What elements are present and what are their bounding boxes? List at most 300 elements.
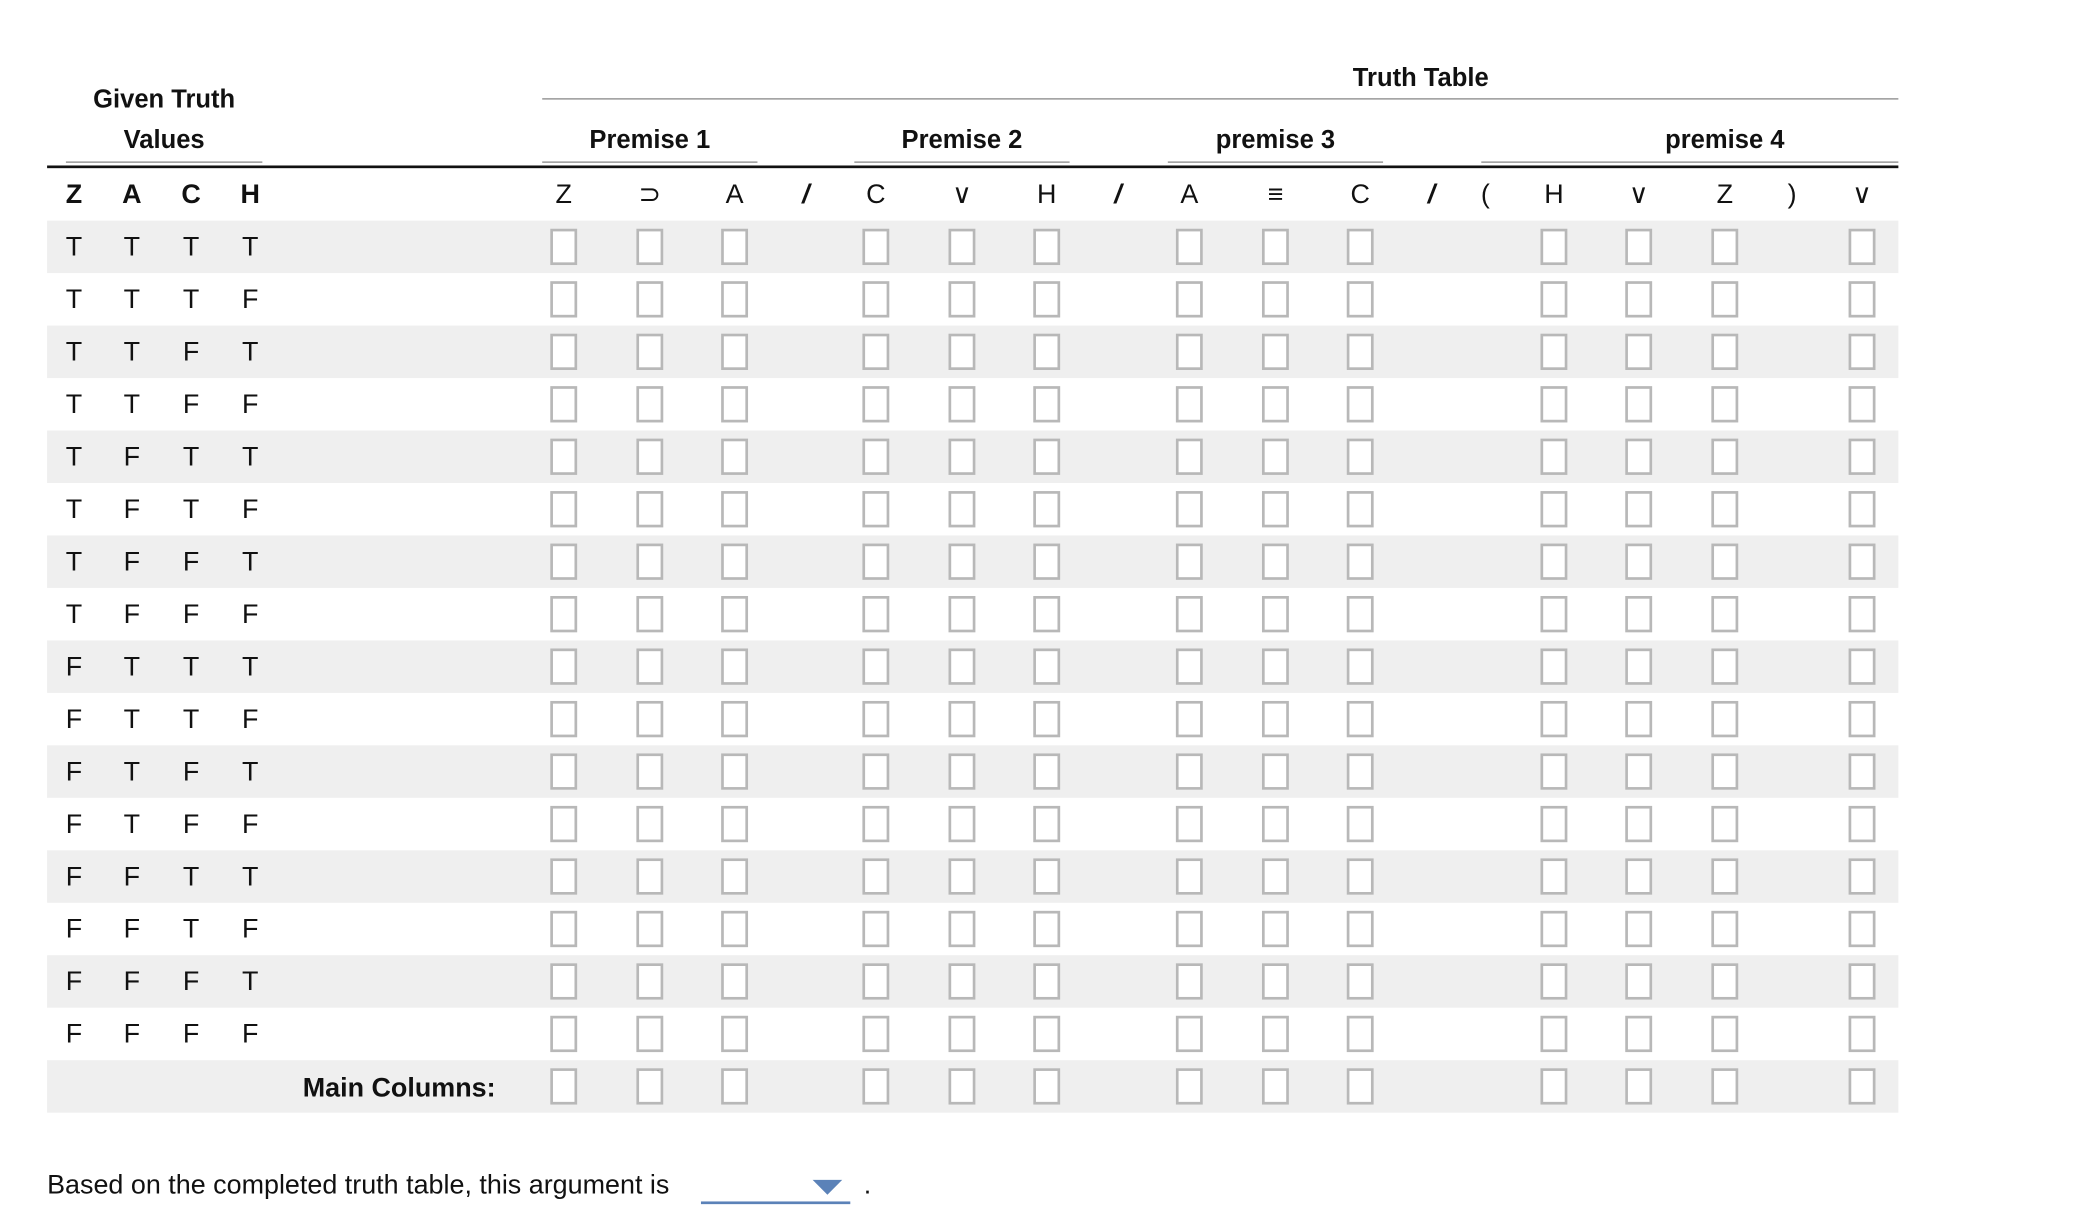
truth-value-input-box[interactable]	[1176, 439, 1203, 475]
truth-value-input-box[interactable]	[550, 491, 577, 527]
truth-value-input-box[interactable]	[1849, 281, 1876, 317]
truth-value-input-box[interactable]	[1711, 334, 1738, 370]
given-value-cell: F	[182, 809, 200, 840]
given-value-cell: F	[182, 967, 200, 997]
truth-value-input-box[interactable]	[721, 963, 748, 999]
truth-value-input-box[interactable]	[1849, 858, 1876, 894]
given-value-cell: F	[65, 862, 83, 893]
given-value-cell: F	[123, 914, 141, 945]
given-value-cell: F	[182, 337, 200, 368]
truth-value-input-box[interactable]	[1625, 386, 1652, 422]
given-value-cell: F	[182, 757, 200, 788]
given-value-cell: F	[182, 1019, 200, 1050]
premise-1-title: Premise 1	[589, 126, 711, 155]
truth-value-input-box[interactable]	[1262, 858, 1289, 894]
given-column-header-c: C	[181, 180, 201, 210]
truth-value-input-box[interactable]	[1625, 1016, 1652, 1052]
given-value-cell: T	[123, 652, 141, 683]
truth-value-input-box[interactable]	[1347, 753, 1374, 789]
premise-2-title: Premise 2	[901, 126, 1023, 155]
truth-value-input-box[interactable]	[949, 596, 976, 632]
truth-value-input-box[interactable]	[1033, 753, 1060, 789]
truth-value-input-box[interactable]	[862, 334, 889, 370]
truth-value-input-box[interactable]	[1540, 229, 1567, 265]
truth-value-input-box[interactable]	[949, 491, 976, 527]
given-value-cell: T	[242, 442, 259, 473]
truth-value-input-box[interactable]	[1033, 334, 1060, 370]
main-column-input-box[interactable]	[1176, 1068, 1203, 1104]
main-column-input-box[interactable]	[1540, 1068, 1567, 1104]
truth-value-input-box[interactable]	[1262, 229, 1289, 265]
truth-value-input-box[interactable]	[949, 1016, 976, 1052]
truth-value-input-box[interactable]	[1711, 648, 1738, 684]
given-value-cell: T	[182, 442, 200, 473]
truth-value-input-box[interactable]	[1176, 753, 1203, 789]
truth-value-input-box[interactable]	[1711, 806, 1738, 842]
truth-value-input-box[interactable]	[1540, 334, 1567, 370]
given-value-cell: T	[123, 285, 141, 315]
truth-value-input-box[interactable]	[1033, 806, 1060, 842]
truth-value-input-box[interactable]	[1033, 858, 1060, 894]
truth-value-input-box[interactable]	[1625, 596, 1652, 632]
truth-value-input-box[interactable]	[636, 963, 663, 999]
given-value-cell: T	[123, 390, 141, 420]
truth-value-input-box[interactable]	[1849, 229, 1876, 265]
truth-value-input-box[interactable]	[636, 596, 663, 632]
given-column-header-a: A	[122, 180, 142, 210]
given-value-cell: T	[65, 390, 83, 420]
truth-value-input-box[interactable]	[1625, 701, 1652, 737]
main-column-input-box[interactable]	[1033, 1068, 1060, 1104]
given-value-cell: T	[182, 232, 200, 263]
truth-value-input-box[interactable]	[1711, 858, 1738, 894]
truth-value-input-box[interactable]	[550, 963, 577, 999]
truth-value-input-box[interactable]	[1176, 1016, 1203, 1052]
truth-value-input-box[interactable]	[1625, 806, 1652, 842]
premise-2-underline	[854, 161, 1069, 162]
given-value-cell: T	[242, 862, 259, 893]
truth-value-input-box[interactable]	[1625, 963, 1652, 999]
given-value-cell: F	[65, 1019, 83, 1050]
truth-value-input-box[interactable]	[1347, 491, 1374, 527]
truth-value-input-box[interactable]	[862, 439, 889, 475]
truth-value-input-box[interactable]	[1625, 911, 1652, 947]
main-column-input-box[interactable]	[721, 1068, 748, 1104]
truth-value-input-box[interactable]	[949, 701, 976, 737]
truth-value-input-box[interactable]	[1176, 648, 1203, 684]
truth-value-input-box[interactable]	[949, 281, 976, 317]
truth-value-input-box[interactable]	[721, 753, 748, 789]
truth-value-input-box[interactable]	[949, 648, 976, 684]
truth-value-input-box[interactable]	[1347, 544, 1374, 580]
truth-value-input-box[interactable]	[1540, 858, 1567, 894]
formula-column-header-14: ∨	[1628, 180, 1649, 210]
truth-value-input-box[interactable]	[949, 229, 976, 265]
truth-value-input-box[interactable]	[862, 229, 889, 265]
main-column-input-box[interactable]	[1262, 1068, 1289, 1104]
given-value-cell: T	[242, 652, 259, 683]
given-value-cell: T	[182, 914, 200, 945]
given-value-cell: T	[65, 232, 83, 263]
truth-value-input-box[interactable]	[1849, 544, 1876, 580]
truth-value-input-box[interactable]	[1262, 596, 1289, 632]
given-value-cell: F	[65, 704, 83, 735]
truth-value-input-box[interactable]	[1347, 911, 1374, 947]
main-column-input-box[interactable]	[1625, 1068, 1652, 1104]
truth-value-input-box[interactable]	[1262, 753, 1289, 789]
truth-value-input-box[interactable]	[1540, 281, 1567, 317]
truth-value-input-box[interactable]	[1625, 281, 1652, 317]
truth-value-input-box[interactable]	[550, 806, 577, 842]
truth-value-input-box[interactable]	[1347, 596, 1374, 632]
given-value-cell: T	[242, 757, 259, 788]
truth-value-input-box[interactable]	[636, 334, 663, 370]
given-value-cell: T	[242, 967, 259, 997]
truth-value-input-box[interactable]	[721, 858, 748, 894]
truth-value-input-box[interactable]	[550, 229, 577, 265]
truth-value-input-box[interactable]	[949, 439, 976, 475]
main-column-input-box[interactable]	[1347, 1068, 1374, 1104]
formula-column-header-11: /	[1427, 180, 1436, 210]
truth-value-input-box[interactable]	[636, 701, 663, 737]
given-value-cell: F	[242, 600, 259, 630]
truth-value-input-box[interactable]	[721, 229, 748, 265]
given-value-cell: T	[123, 757, 141, 788]
truth-value-input-box[interactable]	[1711, 439, 1738, 475]
truth-value-input-box[interactable]	[949, 544, 976, 580]
truth-value-input-box[interactable]	[1711, 753, 1738, 789]
truth-value-input-box[interactable]	[1849, 753, 1876, 789]
truth-value-input-box[interactable]	[1176, 281, 1203, 317]
truth-value-input-box[interactable]	[1849, 334, 1876, 370]
formula-column-header-2: A	[725, 180, 744, 210]
main-column-input-box[interactable]	[1711, 1068, 1738, 1104]
truth-value-input-box[interactable]	[1711, 963, 1738, 999]
formula-column-header-15: Z	[1716, 180, 1734, 210]
truth-value-input-box[interactable]	[862, 858, 889, 894]
truth-value-input-box[interactable]	[550, 596, 577, 632]
truth-value-input-box[interactable]	[550, 858, 577, 894]
given-value-cell: T	[242, 232, 259, 263]
truth-value-input-box[interactable]	[862, 386, 889, 422]
truth-value-input-box[interactable]	[1849, 386, 1876, 422]
truth-value-input-box[interactable]	[721, 701, 748, 737]
given-value-cell: T	[123, 337, 141, 368]
truth-value-input-box[interactable]	[550, 334, 577, 370]
given-value-cell: F	[242, 1019, 259, 1050]
truth-value-input-box[interactable]	[862, 648, 889, 684]
truth-value-input-box[interactable]	[721, 806, 748, 842]
truth-value-input-box[interactable]	[1849, 439, 1876, 475]
table-header-divider	[47, 165, 1898, 168]
given-value-cell: F	[242, 390, 259, 420]
truth-value-input-box[interactable]	[1033, 1016, 1060, 1052]
given-value-cell: T	[123, 704, 141, 735]
truth-value-input-box[interactable]	[1540, 1016, 1567, 1052]
truth-value-input-box[interactable]	[550, 911, 577, 947]
given-value-cell: F	[182, 547, 200, 578]
truth-value-input-box[interactable]	[1262, 281, 1289, 317]
truth-value-input-box[interactable]	[949, 753, 976, 789]
truth-value-input-box[interactable]	[1262, 544, 1289, 580]
truth-value-input-box[interactable]	[1625, 229, 1652, 265]
truth-value-input-box[interactable]	[1033, 648, 1060, 684]
given-value-cell: F	[182, 390, 200, 420]
truth-value-input-box[interactable]	[721, 281, 748, 317]
truth-value-input-box[interactable]	[1176, 386, 1203, 422]
truth-value-input-box[interactable]	[862, 596, 889, 632]
truth-value-input-box[interactable]	[636, 229, 663, 265]
truth-value-input-box[interactable]	[949, 911, 976, 947]
main-column-input-box[interactable]	[550, 1068, 577, 1104]
truth-value-input-box[interactable]	[1347, 701, 1374, 737]
truth-value-input-box[interactable]	[1033, 544, 1060, 580]
truth-value-input-box[interactable]	[862, 491, 889, 527]
truth-value-input-box[interactable]	[1176, 858, 1203, 894]
truth-value-input-box[interactable]	[1176, 701, 1203, 737]
truth-value-input-box[interactable]	[1033, 911, 1060, 947]
truth-value-input-box[interactable]	[1849, 806, 1876, 842]
truth-value-input-box[interactable]	[1540, 753, 1567, 789]
main-columns-label: Main Columns:	[302, 1073, 496, 1104]
truth-value-input-box[interactable]	[721, 334, 748, 370]
truth-value-input-box[interactable]	[1711, 386, 1738, 422]
truth-value-input-box[interactable]	[721, 491, 748, 527]
given-value-cell: T	[65, 442, 83, 473]
truth-value-input-box[interactable]	[721, 1016, 748, 1052]
truth-value-input-box[interactable]	[636, 806, 663, 842]
truth-value-input-box[interactable]	[1262, 1016, 1289, 1052]
truth-value-input-box[interactable]	[1540, 701, 1567, 737]
truth-value-input-box[interactable]	[1033, 701, 1060, 737]
premise-4-title: premise 4	[1665, 126, 1785, 155]
truth-value-input-box[interactable]	[862, 806, 889, 842]
premise-3-underline	[1168, 161, 1383, 162]
truth-value-input-box[interactable]	[550, 386, 577, 422]
given-value-cell: F	[65, 809, 83, 840]
truth-value-input-box[interactable]	[949, 386, 976, 422]
given-value-cell: T	[182, 285, 200, 315]
truth-value-input-box[interactable]	[1347, 439, 1374, 475]
truth-value-input-box[interactable]	[550, 753, 577, 789]
truth-value-input-box[interactable]	[1540, 596, 1567, 632]
truth-value-input-box[interactable]	[1262, 701, 1289, 737]
formula-column-header-1: ⊃	[638, 180, 662, 210]
truth-value-input-box[interactable]	[721, 596, 748, 632]
truth-value-input-box[interactable]	[949, 963, 976, 999]
main-column-input-box[interactable]	[636, 1068, 663, 1104]
main-column-input-box[interactable]	[1849, 1068, 1876, 1104]
truth-value-input-box[interactable]	[636, 386, 663, 422]
truth-value-input-box[interactable]	[636, 911, 663, 947]
truth-value-input-box[interactable]	[1176, 334, 1203, 370]
truth-value-input-box[interactable]	[1347, 334, 1374, 370]
given-value-cell: T	[182, 495, 200, 525]
truth-value-input-box[interactable]	[550, 544, 577, 580]
sentence-period: .	[863, 1170, 872, 1201]
truth-value-input-box[interactable]	[1033, 439, 1060, 475]
formula-column-header-9: ≡	[1267, 180, 1284, 210]
given-value-cell: T	[65, 600, 83, 630]
truth-value-input-box[interactable]	[1262, 491, 1289, 527]
given-value-cell: T	[182, 862, 200, 893]
given-value-cell: F	[242, 809, 259, 840]
truth-value-input-box[interactable]	[1347, 1016, 1374, 1052]
truth-value-input-box[interactable]	[1849, 648, 1876, 684]
truth-value-input-box[interactable]	[862, 963, 889, 999]
truth-value-input-box[interactable]	[1033, 491, 1060, 527]
truth-value-input-box[interactable]	[636, 281, 663, 317]
truth-value-input-box[interactable]	[1711, 281, 1738, 317]
truth-value-input-box[interactable]	[1849, 701, 1876, 737]
truth-value-input-box[interactable]	[1347, 963, 1374, 999]
truth-value-input-box[interactable]	[1262, 648, 1289, 684]
truth-value-input-box[interactable]	[721, 386, 748, 422]
truth-value-input-box[interactable]	[1849, 963, 1876, 999]
truth-value-input-box[interactable]	[1711, 229, 1738, 265]
truth-value-input-box[interactable]	[636, 544, 663, 580]
truth-value-input-box[interactable]	[636, 858, 663, 894]
truth-value-input-box[interactable]	[1540, 963, 1567, 999]
premise-4-underline	[1481, 161, 1898, 162]
truth-value-input-box[interactable]	[862, 544, 889, 580]
truth-value-input-box[interactable]	[1711, 701, 1738, 737]
truth-value-input-box[interactable]	[1711, 911, 1738, 947]
given-value-cell: T	[242, 547, 259, 578]
truth-value-input-box[interactable]	[1033, 596, 1060, 632]
truth-value-input-box[interactable]	[721, 911, 748, 947]
truth-value-input-box[interactable]	[1625, 544, 1652, 580]
truth-value-input-box[interactable]	[550, 648, 577, 684]
truth-value-input-box[interactable]	[1262, 911, 1289, 947]
truth-value-input-box[interactable]	[1711, 1016, 1738, 1052]
truth-value-input-box[interactable]	[862, 1016, 889, 1052]
truth-value-input-box[interactable]	[1262, 806, 1289, 842]
given-value-cell: F	[65, 914, 83, 945]
truth-value-input-box[interactable]	[550, 439, 577, 475]
truth-value-input-box[interactable]	[1347, 648, 1374, 684]
given-value-cell: F	[242, 495, 259, 525]
truth-value-input-box[interactable]	[1176, 963, 1203, 999]
truth-value-input-box[interactable]	[1033, 229, 1060, 265]
given-value-cell: F	[65, 757, 83, 788]
given-value-cell: T	[123, 809, 141, 840]
truth-table-title: Truth Table	[1352, 64, 1489, 93]
truth-value-input-box[interactable]	[1625, 858, 1652, 894]
truth-value-input-box[interactable]	[1347, 386, 1374, 422]
premise-1-underline	[542, 161, 757, 162]
truth-value-input-box[interactable]	[1176, 911, 1203, 947]
given-value-cell: T	[182, 652, 200, 683]
truth-value-input-box[interactable]	[1711, 491, 1738, 527]
truth-value-input-box[interactable]	[1540, 544, 1567, 580]
truth-value-input-box[interactable]	[1033, 281, 1060, 317]
truth-value-input-box[interactable]	[1625, 648, 1652, 684]
main-column-input-box[interactable]	[862, 1068, 889, 1104]
truth-value-input-box[interactable]	[1711, 596, 1738, 632]
truth-value-input-box[interactable]	[636, 753, 663, 789]
truth-value-input-box[interactable]	[636, 1016, 663, 1052]
truth-value-input-box[interactable]	[862, 281, 889, 317]
main-column-input-box[interactable]	[949, 1068, 976, 1104]
truth-value-input-box[interactable]	[721, 439, 748, 475]
truth-value-input-box[interactable]	[1849, 1016, 1876, 1052]
truth-value-input-box[interactable]	[721, 544, 748, 580]
given-value-cell: T	[65, 285, 83, 315]
truth-value-input-box[interactable]	[721, 648, 748, 684]
given-value-cell: F	[182, 600, 200, 630]
truth-value-input-box[interactable]	[1262, 334, 1289, 370]
truth-value-input-box[interactable]	[1540, 648, 1567, 684]
truth-value-input-box[interactable]	[949, 334, 976, 370]
truth-value-input-box[interactable]	[636, 491, 663, 527]
truth-value-input-box[interactable]	[1540, 439, 1567, 475]
truth-value-input-box[interactable]	[1540, 491, 1567, 527]
truth-value-input-box[interactable]	[1625, 753, 1652, 789]
formula-column-header-8: A	[1180, 180, 1199, 210]
truth-value-input-box[interactable]	[550, 281, 577, 317]
truth-value-input-box[interactable]	[1176, 229, 1203, 265]
truth-value-input-box[interactable]	[1540, 911, 1567, 947]
truth-value-input-box[interactable]	[1347, 229, 1374, 265]
truth-value-input-box[interactable]	[1711, 544, 1738, 580]
truth-value-input-box[interactable]	[949, 806, 976, 842]
truth-value-input-box[interactable]	[1625, 491, 1652, 527]
given-value-cell: F	[242, 914, 259, 945]
truth-value-input-box[interactable]	[1540, 806, 1567, 842]
given-value-cell: F	[65, 652, 83, 683]
truth-value-input-box[interactable]	[862, 701, 889, 737]
truth-value-input-box[interactable]	[1262, 439, 1289, 475]
given-value-cell: F	[123, 967, 141, 997]
truth-value-input-box[interactable]	[1033, 963, 1060, 999]
truth-value-input-box[interactable]	[862, 911, 889, 947]
truth-value-input-box[interactable]	[1033, 386, 1060, 422]
truth-value-input-box[interactable]	[862, 753, 889, 789]
truth-value-input-box[interactable]	[1540, 386, 1567, 422]
truth-value-input-box[interactable]	[1262, 386, 1289, 422]
given-value-cell: F	[123, 495, 141, 525]
formula-column-header-12: (	[1480, 180, 1490, 210]
truth-value-input-box[interactable]	[1262, 963, 1289, 999]
truth-value-input-box[interactable]	[636, 439, 663, 475]
truth-value-input-box[interactable]	[1176, 491, 1203, 527]
given-column-header-z: Z	[65, 180, 83, 210]
truth-value-input-box[interactable]	[1849, 911, 1876, 947]
chevron-down-icon[interactable]	[813, 1180, 843, 1195]
truth-value-input-box[interactable]	[1347, 858, 1374, 894]
truth-value-input-box[interactable]	[949, 858, 976, 894]
truth-value-input-box[interactable]	[1625, 334, 1652, 370]
truth-value-input-box[interactable]	[1176, 596, 1203, 632]
truth-value-input-box[interactable]	[1625, 439, 1652, 475]
formula-column-header-10: C	[1350, 180, 1370, 210]
given-value-cell: F	[242, 285, 259, 315]
truth-value-input-box[interactable]	[1849, 491, 1876, 527]
premise-3-title: premise 3	[1215, 126, 1336, 155]
truth-value-input-box[interactable]	[550, 701, 577, 737]
formula-column-header-0: Z	[555, 180, 572, 210]
truth-value-input-box[interactable]	[550, 1016, 577, 1052]
formula-column-header-6: H	[1036, 180, 1057, 210]
truth-value-input-box[interactable]	[1347, 806, 1374, 842]
truth-value-input-box[interactable]	[636, 648, 663, 684]
truth-value-input-box[interactable]	[1347, 281, 1374, 317]
formula-column-header-4: C	[866, 180, 886, 210]
truth-value-input-box[interactable]	[1176, 544, 1203, 580]
truth-value-input-box[interactable]	[1849, 596, 1876, 632]
truth-value-input-box[interactable]	[1176, 806, 1203, 842]
